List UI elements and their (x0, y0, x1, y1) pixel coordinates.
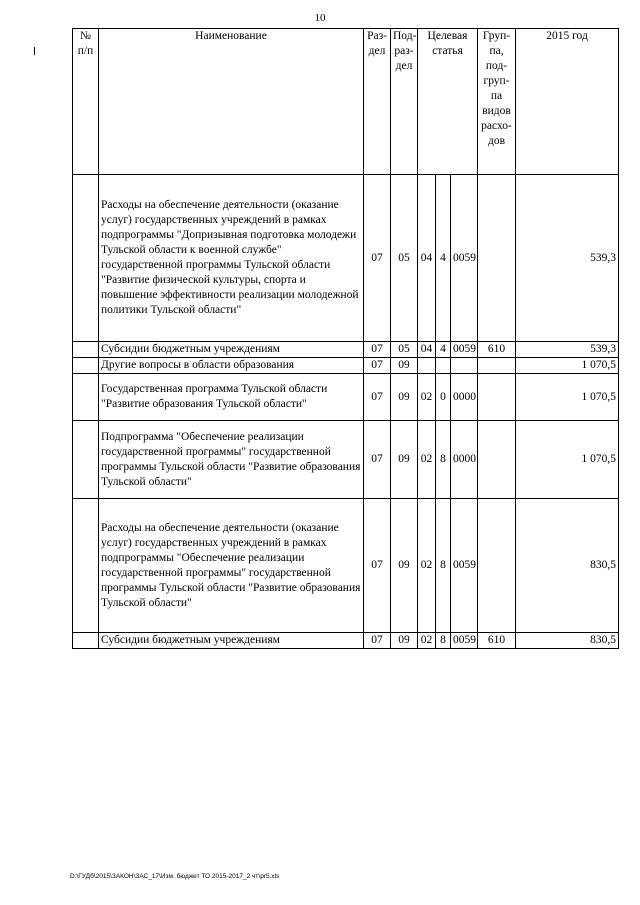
cell-amount: 1 070,5 (516, 358, 619, 374)
header-num: № п/п (73, 29, 99, 175)
cell-num (73, 421, 99, 499)
cell-target-direction: 0000 (451, 374, 478, 421)
cell-amount: 539,3 (516, 342, 619, 358)
cell-target-subprogram: 8 (436, 499, 451, 633)
cell-razdel: 07 (364, 374, 391, 421)
cell-amount: 1 070,5 (516, 421, 619, 499)
cell-group (478, 175, 516, 342)
cell-target-program (418, 358, 436, 374)
budget-table (72, 28, 619, 649)
cell-podrazdel: 09 (391, 421, 418, 499)
cell-podrazdel: 09 (391, 499, 418, 633)
header-group: Груп- па, под- груп- па видов расхо- дов (478, 29, 516, 175)
cell-target-direction: 0059 (451, 633, 478, 649)
cell-razdel: 07 (364, 175, 391, 342)
cell-group: 610 (478, 342, 516, 358)
cell-razdel: 07 (364, 633, 391, 649)
cell-num (73, 358, 99, 374)
header-year: 2015 год (516, 29, 619, 175)
cell-target-program: 04 (418, 342, 436, 358)
cell-target-program: 02 (418, 633, 436, 649)
file-path-footer: D:\ГУДб\2015\ЗАКОН\ЗАС_17\Изм. бюджет ТО 2015-2017_2 чт\pr5.xls (70, 873, 280, 880)
cell-amount: 830,5 (516, 499, 619, 633)
cell-podrazdel: 05 (391, 342, 418, 358)
cell-podrazdel: 05 (391, 175, 418, 342)
table-header-row (73, 29, 619, 175)
margin-mark (34, 47, 35, 55)
cell-target-subprogram: 4 (436, 342, 451, 358)
page-number: 10 (314, 12, 326, 24)
header-razdel: Раз- дел (364, 29, 391, 175)
cell-target-subprogram: 8 (436, 633, 451, 649)
table-row (73, 499, 619, 633)
table-row (73, 374, 619, 421)
table-row (73, 175, 619, 342)
cell-group (478, 499, 516, 633)
cell-target-direction: 0059 (451, 342, 478, 358)
cell-amount: 1 070,5 (516, 374, 619, 421)
cell-podrazdel: 09 (391, 358, 418, 374)
cell-target-program: 02 (418, 374, 436, 421)
cell-group (478, 358, 516, 374)
header-name: Наименование (99, 29, 364, 175)
cell-podrazdel: 09 (391, 633, 418, 649)
cell-num (73, 342, 99, 358)
table-row (73, 358, 619, 374)
table-row (73, 421, 619, 499)
cell-target-program: 02 (418, 421, 436, 499)
cell-name: Субсидии бюджетным учреждениям (99, 342, 364, 358)
header-target: Целевая статья (418, 29, 478, 175)
cell-razdel: 07 (364, 421, 391, 499)
cell-target-direction (451, 358, 478, 374)
table-row (73, 342, 619, 358)
cell-name: Другие вопросы в области образования (99, 358, 364, 374)
cell-target-program: 04 (418, 175, 436, 342)
cell-name: Расходы на обеспечение деятельности (оказание услуг) государственных учреждений в рамках подпрограммы "Допризывная подготовка молодежи Тульской области к военной службе" государственной программы Тульской области "Развитие физической культуры, спорта и повышение эффективности реализации молодежной политики Тульской области" (99, 175, 364, 342)
cell-num (73, 633, 99, 649)
cell-razdel: 07 (364, 499, 391, 633)
cell-target-direction: 0059 (451, 175, 478, 342)
cell-group: 610 (478, 633, 516, 649)
cell-num (73, 175, 99, 342)
table-row (73, 633, 619, 649)
cell-target-subprogram: 0 (436, 374, 451, 421)
cell-group (478, 374, 516, 421)
cell-name: Государственная программа Тульской области "Развитие образования Тульской области" (99, 374, 364, 421)
cell-target-direction: 0000 (451, 421, 478, 499)
cell-name: Подпрограмма "Обеспечение реализации государственной программы" государственной программы Тульской области "Развитие образования Тульской области" (99, 421, 364, 499)
cell-target-direction: 0059 (451, 499, 478, 633)
cell-group (478, 421, 516, 499)
cell-target-subprogram: 4 (436, 175, 451, 342)
cell-target-subprogram: 8 (436, 421, 451, 499)
cell-amount: 539,3 (516, 175, 619, 342)
cell-num (73, 499, 99, 633)
cell-amount: 830,5 (516, 633, 619, 649)
cell-num (73, 374, 99, 421)
cell-target-subprogram (436, 358, 451, 374)
cell-razdel: 07 (364, 342, 391, 358)
header-podrazdel: Под- раз- дел (391, 29, 418, 175)
cell-name: Расходы на обеспечение деятельности (оказание услуг) государственных учреждений в рамках подпрограммы "Обеспечение реализации государственной программы" государственной программы Тульской области "Развитие образования Тульской области" (99, 499, 364, 633)
cell-razdel: 07 (364, 358, 391, 374)
cell-name: Субсидии бюджетным учреждениям (99, 633, 364, 649)
cell-target-program: 02 (418, 499, 436, 633)
cell-podrazdel: 09 (391, 374, 418, 421)
